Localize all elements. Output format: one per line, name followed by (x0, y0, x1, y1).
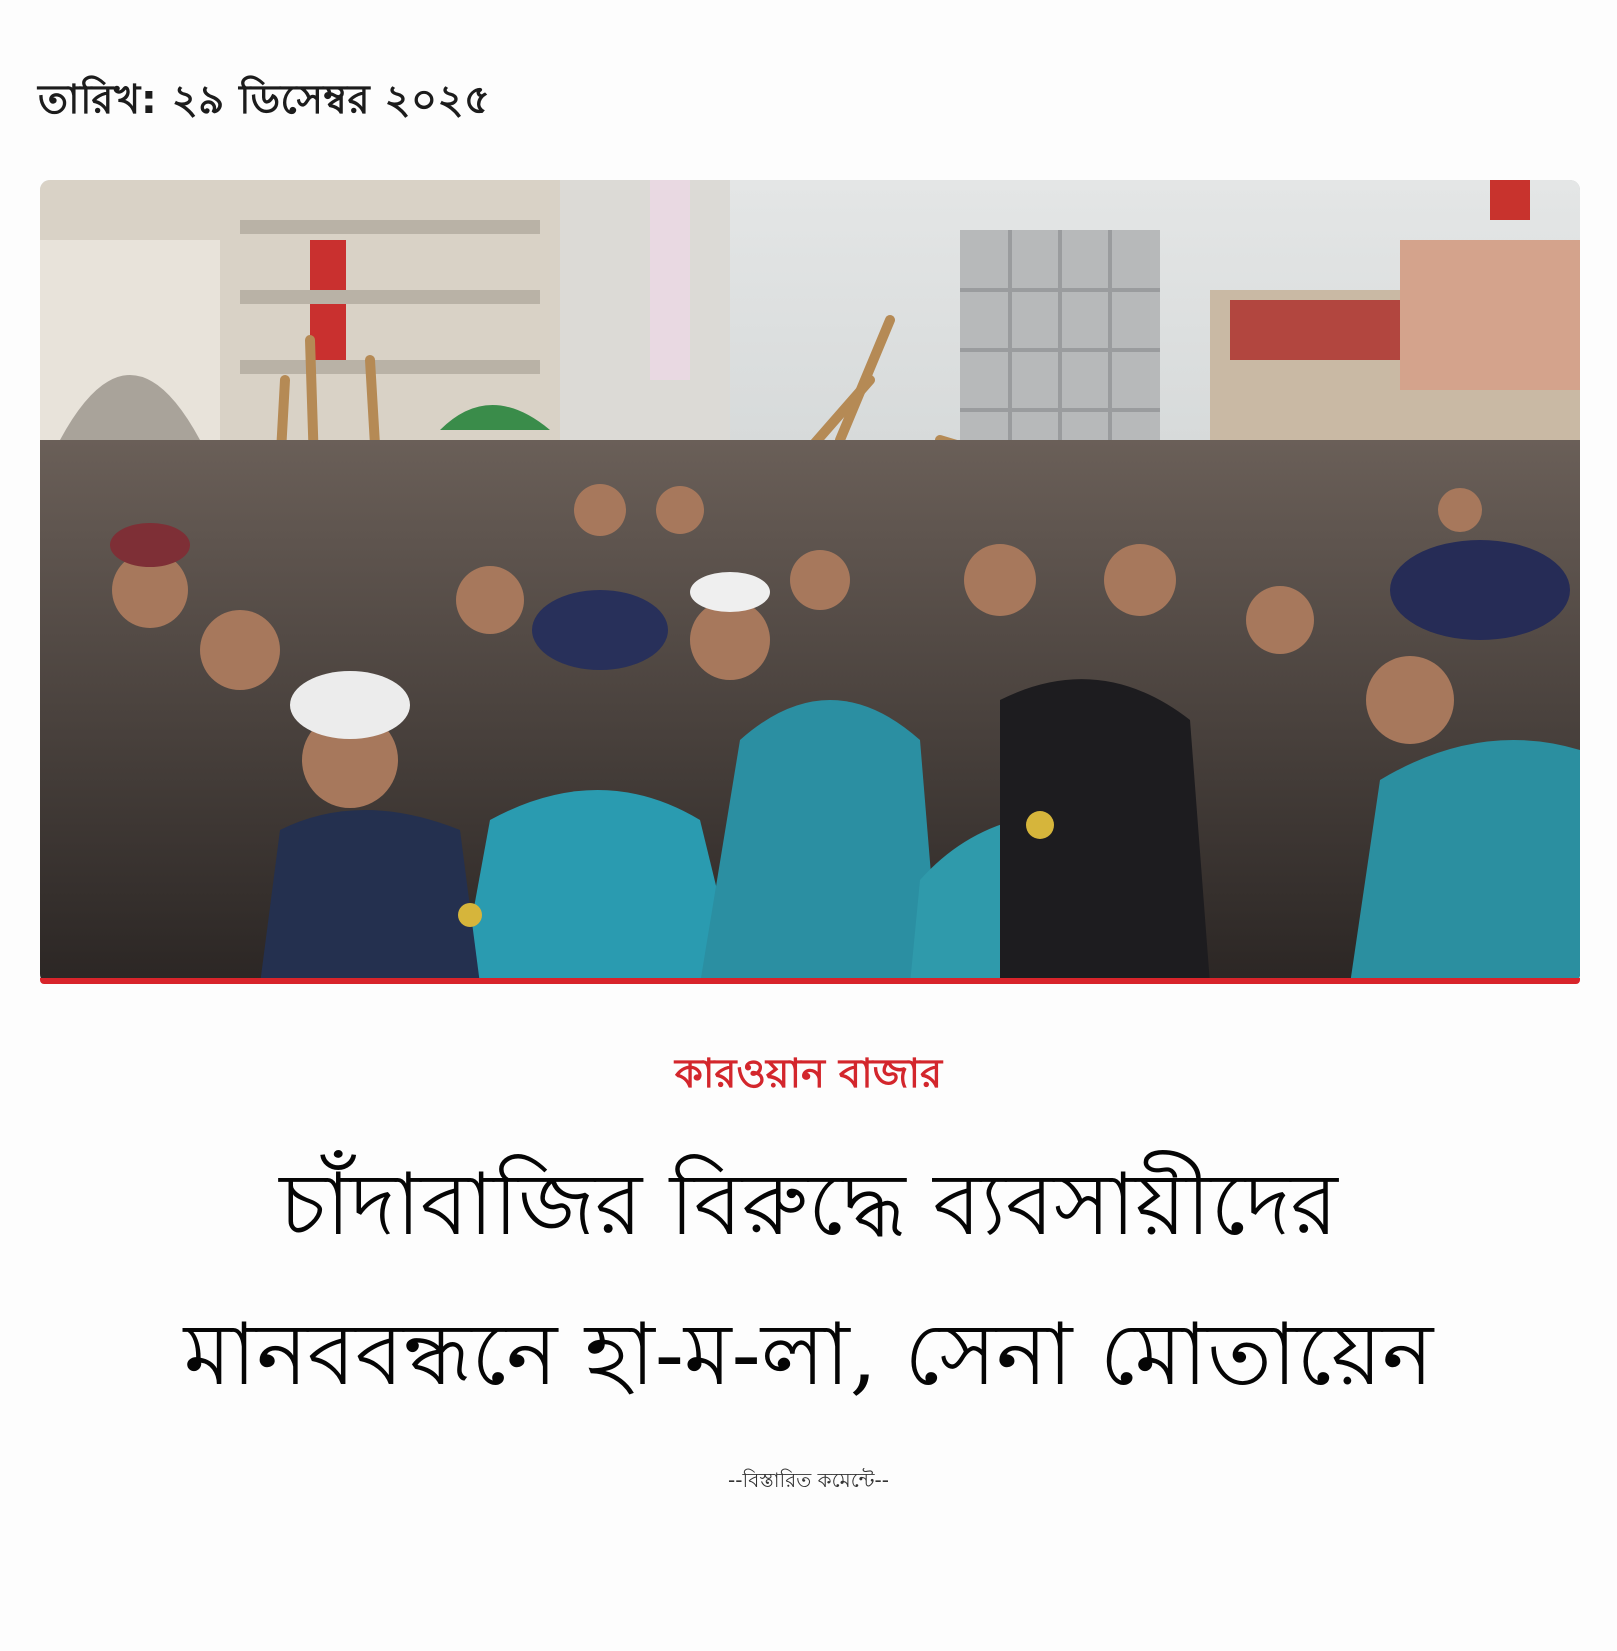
headline-line-2: মানববন্ধনে হা-ম-লা, সেনা মোতায়েন (183, 1305, 1434, 1405)
post-date: তারিখ: ২৯ ডিসেম্বর ২০২৫ (38, 77, 491, 123)
headline (60, 1130, 1557, 1430)
news-photo (40, 180, 1580, 984)
details-in-comments-note: --বিস্তারিত কমেন্টে-- (728, 1468, 889, 1492)
headline-line-1: চাঁদাবাজির বিরুদ্ধে ব্যবসায়ীদের (279, 1155, 1338, 1255)
category-label: কারওয়ান বাজার (674, 1051, 943, 1097)
accent-rule (40, 978, 1580, 984)
